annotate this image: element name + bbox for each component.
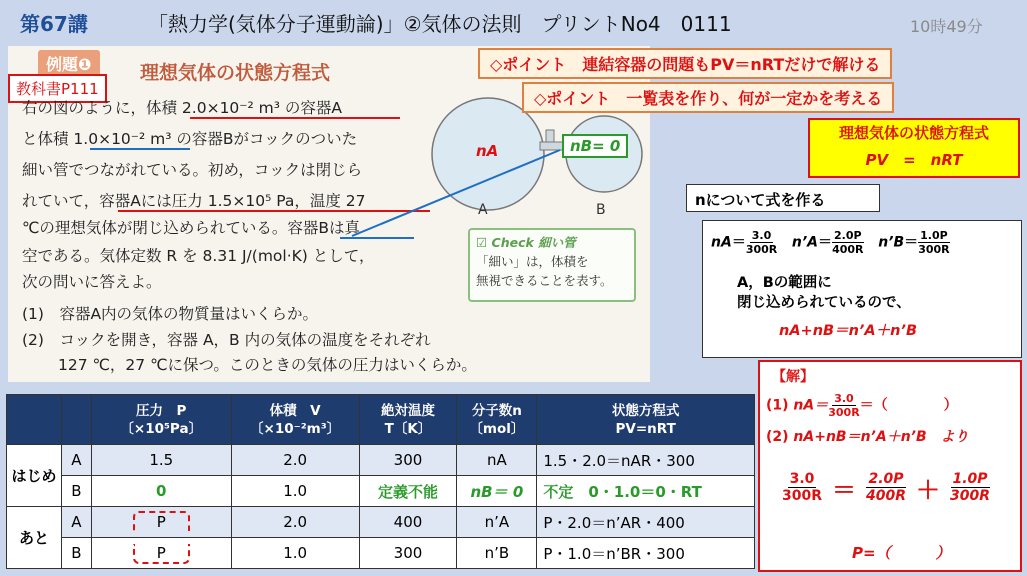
conservation-equation: nA+nB＝n’A＋n’B xyxy=(779,323,918,339)
formula-box: nA＝ $\frac{3.0}{300R}$ n’A＝ $\frac{2.0P}{400R}$ n’B＝ $\frac{1.0P}{300R}$ A，Bの範囲に 閉じ込められているので、 nA+nB＝n’A＋n’B xyxy=(702,220,1022,358)
denominator: 400R xyxy=(832,243,864,256)
point-callout-2: ◇ポイント 一覧表を作り、何が一定かを考える xyxy=(522,82,894,113)
textbook-page-label: 教科書P111 xyxy=(8,74,107,103)
eos-equation: PV = nRT xyxy=(865,151,963,169)
table-row xyxy=(7,538,755,569)
cell: 0 xyxy=(91,476,231,507)
cell xyxy=(91,538,231,569)
na-label: nA xyxy=(476,142,499,160)
question-1: (1) 容器A内の気体の物質量はいくらか。 xyxy=(22,305,319,323)
cell: nA xyxy=(457,445,537,476)
denominator: 300R xyxy=(782,488,823,504)
equals-sign: ＝ xyxy=(832,476,857,504)
header-equation: 状態方程式 PV=nRT xyxy=(537,395,755,445)
problem-line: 次の問いに答えよ。 xyxy=(22,273,162,291)
npb-symbol: n’B xyxy=(878,234,905,251)
denominator: 300R xyxy=(950,488,991,504)
cell: P・1.0＝n’BR・300 xyxy=(537,538,755,569)
problem-line: 右の図のように，体積 2.0×10⁻² m³ の容器A xyxy=(22,99,342,117)
problem-line: れていて，容器Aには圧力 1.5×10⁵ Pa，温度 27 xyxy=(22,192,366,210)
answer-1-blank: ＝（ ） xyxy=(859,397,958,414)
cell: B xyxy=(61,476,91,507)
answer-title: 【解】 xyxy=(772,369,814,385)
answer-1-label: (1) xyxy=(766,397,789,414)
denominator: 300R xyxy=(745,243,778,256)
n-formula-heading: nについて式を作る xyxy=(686,184,880,212)
cell: A xyxy=(61,445,91,476)
fraction xyxy=(746,229,777,256)
pressure-answer: P=（ ） xyxy=(852,544,951,562)
problem-line: と体積 1.0×10⁻² m³ の容器Bがコックのついた xyxy=(22,130,358,148)
table-row xyxy=(7,445,755,476)
label-a: A xyxy=(478,202,488,218)
cell: 1.0 xyxy=(231,538,359,569)
cell: 不定 0・1.0＝0・RT xyxy=(537,476,755,507)
numerator: 2.0P xyxy=(868,471,904,487)
table-row xyxy=(7,476,755,507)
cell: n’B xyxy=(457,538,537,569)
check-line: 「細い」は，体積を xyxy=(476,254,589,269)
group-after: あと xyxy=(7,507,62,569)
example-badge: 例題❶ xyxy=(38,50,100,77)
denominator: 300R xyxy=(828,406,860,419)
cell: 300 xyxy=(359,445,457,476)
cock-valve xyxy=(546,130,554,142)
cell: A xyxy=(61,507,91,538)
label-b: B xyxy=(596,202,606,218)
cell: 定義不能 xyxy=(359,476,457,507)
fraction xyxy=(782,471,822,504)
example-title: 理想気体の状態方程式 xyxy=(140,62,331,84)
numerator: 1.0P xyxy=(920,229,948,242)
check-title: ☑ Check 細い管 xyxy=(476,235,576,250)
numerator: 2.0P xyxy=(834,229,862,242)
pressure-unknown: P xyxy=(133,511,190,531)
denominator: 400R xyxy=(866,488,907,504)
question-2-cont: 127 ℃，27 ℃に保つ。このときの気体の圧力はいくらか。 xyxy=(58,356,477,374)
header-cell xyxy=(61,395,91,445)
fraction xyxy=(950,471,990,504)
fraction xyxy=(828,392,859,419)
denominator: 300R xyxy=(918,243,950,256)
numerator: 3.0 xyxy=(834,392,854,405)
answer-box xyxy=(758,360,1022,572)
page-title: 「熱力学(気体分子運動論)」②気体の法則 プリントNo4 0111 xyxy=(148,12,732,36)
header-volume: 体積 V 〔×10⁻²m³〕 xyxy=(231,395,359,445)
header-temperature: 絶対温度 T〔K〕 xyxy=(359,395,457,445)
numerator: 3.0 xyxy=(751,229,772,242)
problem-line: ℃の理想気体が閉じ込められている。容器Bは真 xyxy=(22,219,361,237)
cell: B xyxy=(61,538,91,569)
npa-symbol: n’A xyxy=(791,234,818,251)
fraction xyxy=(918,229,950,256)
pressure-unknown: P xyxy=(133,544,190,564)
numerator: 3.0 xyxy=(789,471,815,487)
problem-line: 細い管でつながれている。初め，コックは閉じら xyxy=(22,161,363,179)
cell xyxy=(91,507,231,538)
problem-line: 空である。気体定数 R を 8.31 J/(mol·K) として， xyxy=(22,247,375,265)
cell: 1.0 xyxy=(231,476,359,507)
header-moles: 分子数n 〔mol〕 xyxy=(457,395,537,445)
answer-2-eq: nA+nB＝n’A＋n’B より xyxy=(793,429,969,445)
answer-2-label: (2) xyxy=(766,429,789,445)
cell: 1.5 xyxy=(91,445,231,476)
group-before: はじめ xyxy=(7,445,62,507)
equation-of-state-box xyxy=(808,118,1020,178)
duration-label: 10時49分 xyxy=(910,17,983,36)
cell: 1.5・2.0＝nAR・300 xyxy=(537,445,755,476)
lesson-number: 第67講 xyxy=(20,12,88,36)
header-cell xyxy=(7,395,62,445)
fraction xyxy=(866,471,906,504)
cell: 2.0 xyxy=(231,507,359,538)
fraction xyxy=(832,229,864,256)
check-box xyxy=(468,228,636,302)
answer-1-eq: nA＝ xyxy=(793,397,829,414)
numerator: 1.0P xyxy=(952,471,988,487)
nb-label: nB= 0 xyxy=(562,134,628,158)
formula-line: A，Bの範囲に xyxy=(737,275,832,291)
plus-sign: ＋ xyxy=(916,476,941,504)
check-line: 無視できることを表す。 xyxy=(476,273,613,288)
table-header-row xyxy=(7,395,755,445)
eos-title: 理想気体の状態方程式 xyxy=(838,124,989,142)
cell: P・2.0＝n’AR・400 xyxy=(537,507,755,538)
point-callout-1: ◇ポイント 連結容器の問題もPV＝nRTだけで解ける xyxy=(478,48,892,79)
cell: nB＝ 0 xyxy=(457,476,537,507)
cell: 300 xyxy=(359,538,457,569)
formula-line: 閉じ込められているので、 xyxy=(737,295,911,311)
state-table xyxy=(6,394,755,569)
question-2: (2) コックを開き，容器 A，B 内の気体の温度をそれぞれ xyxy=(22,331,431,349)
cell: n’A xyxy=(457,507,537,538)
na-symbol: nA xyxy=(711,234,732,251)
header-pressure: 圧力 P 〔×10⁵Pa〕 xyxy=(91,395,231,445)
table-row xyxy=(7,507,755,538)
cell: 400 xyxy=(359,507,457,538)
cell: 2.0 xyxy=(231,445,359,476)
